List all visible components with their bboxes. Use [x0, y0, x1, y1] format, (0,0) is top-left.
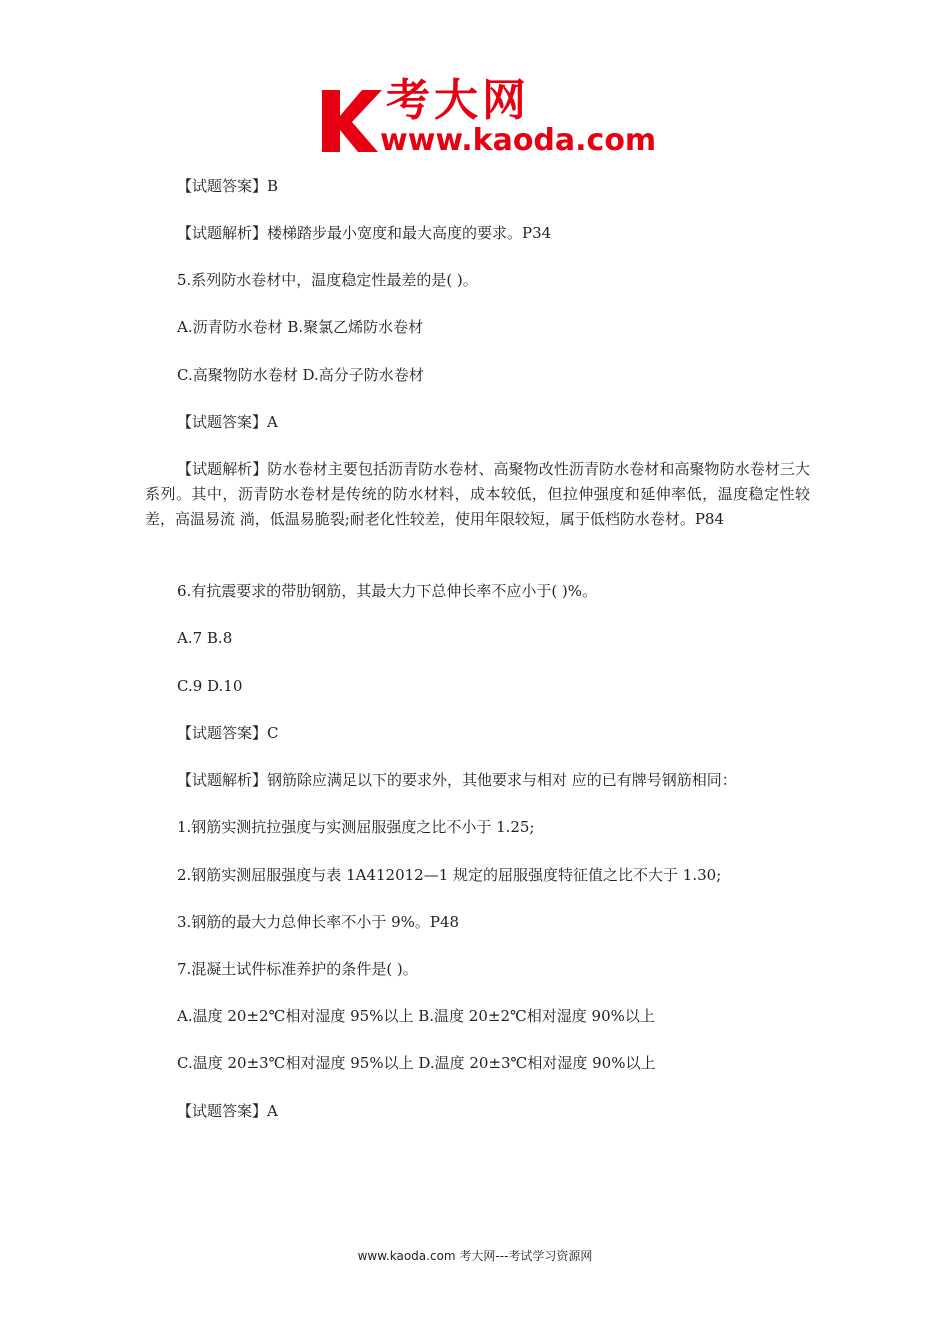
question-6-options-cd: C.9 D.10	[177, 677, 243, 695]
question-7-options-cd: C.温度 20±3℃相对湿度 95%以上 D.温度 20±3℃相对湿度 90%以上	[177, 1054, 656, 1072]
logo-brand-cn: 考大网	[386, 75, 530, 126]
analysis-4: 【试题解析】楼梯踏步最小宽度和最大高度的要求。P34	[177, 224, 552, 242]
analysis-6-item-3: 3.钢筋的最大力总伸长率不小于 9%。P48	[177, 913, 460, 931]
question-5: 5.系列防水卷材中，温度稳定性最差的是( )。	[177, 271, 478, 289]
k-logo-icon	[318, 86, 388, 156]
answer-6: 【试题答案】C	[177, 724, 279, 742]
page-footer: www.kaoda.com 考大网---考试学习资源网	[357, 1249, 593, 1263]
answer-5: 【试题答案】A	[177, 413, 278, 431]
analysis-6-item-2: 2.钢筋实测屈服强度与表 1A412012—1 规定的屈服强度特征值之比不大于 1.30;	[177, 866, 722, 884]
question-7: 7.混凝土试件标准养护的条件是( )。	[177, 960, 418, 978]
analysis-5-paragraph: 【试题解析】防水卷材主要包括沥青防水卷材、高聚物改性沥青防水卷材和高聚物防水卷材三大系列。其中，沥青防水卷材是传统的防水材料，成本较低，但拉伸强度和延伸率低，温度稳定性较差，高温易流 淌，低温易脆裂;耐老化性较差，使用年限较短，属于低档防水卷材。P84	[145, 460, 810, 528]
logo-brand-url: www.kaoda.com	[380, 123, 657, 158]
question-6: 6.有抗震要求的带肋钢筋，其最大力下总伸长率不应小于( )%。	[177, 582, 598, 600]
answer-4: 【试题答案】B	[177, 177, 279, 195]
question-6-options-ab: A.7 B.8	[177, 629, 233, 647]
analysis-6: 【试题解析】钢筋除应满足以下的要求外，其他要求与相对 应的已有牌号钢筋相同：	[177, 771, 737, 789]
question-5-options-cd: C.高聚物防水卷材 D.高分子防水卷材	[177, 366, 424, 384]
question-7-options-ab: A.温度 20±2℃相对湿度 95%以上 B.温度 20±2℃相对湿度 90%以上	[177, 1007, 655, 1025]
analysis-6-item-1: 1.钢筋实测抗拉强度与实测屈服强度之比不小于 1.25;	[177, 818, 535, 836]
answer-7: 【试题答案】A	[177, 1102, 278, 1120]
kaoda-logo	[318, 75, 657, 160]
question-5-options-ab: A.沥青防水卷材 B.聚氯乙烯防水卷材	[177, 318, 424, 336]
